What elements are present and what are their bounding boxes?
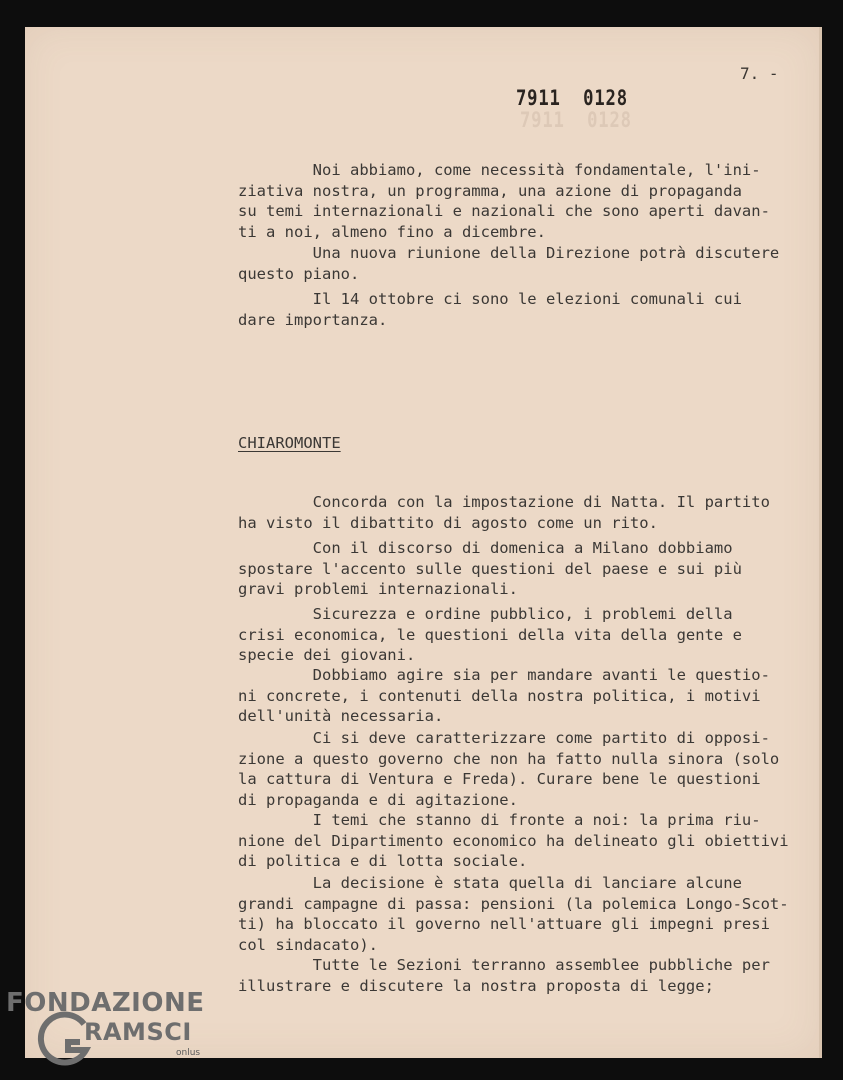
section-paragraph-4: Dobbiamo agire sia per mandare avanti le questio- ni concrete, i contenuti della nostra politica, i motivi dell'unità necessaria. — [238, 666, 770, 725]
page-number: 7. - — [740, 64, 779, 83]
paragraph-2: Una nuova riunione della Direzione potrà discutere questo piano. — [238, 244, 780, 283]
archive-stamp — [516, 86, 628, 110]
section-paragraph-6: I temi che stanno di fronte a noi: la prima riu- nione del Dipartimento economico ha delineato gli obiettivi di politica e di lotta sociale. — [238, 811, 789, 870]
logo-suffix: onlus — [176, 1048, 201, 1058]
section-paragraph-2: Con il discorso di domenica a Milano dobbiamo spostare l'accento sulle questioni del paese e sui più gravi problemi internazionali. — [238, 539, 742, 598]
section-paragraph-5: Ci si deve caratterizzare come partito di opposi- zione a questo governo che non ha fatto nulla sinora (solo la cattura di Ventura e Freda). Curare bene le questioni di propaganda e di agitazione. — [238, 729, 780, 809]
section-heading: CHIAROMONTE — [238, 434, 341, 452]
section-paragraph-1: Concorda con la impostazione di Natta. Il partito ha visto il dibattito di agosto come un rito. — [238, 493, 770, 532]
stamp-gap — [561, 86, 583, 110]
stamp-code-a: 7911 — [516, 86, 561, 110]
stamp-code-b: 0128 — [583, 86, 628, 110]
stamp-bleed-through: 7911 0128 — [520, 108, 632, 132]
paragraph-3: Il 14 ottobre ci sono le elezioni comunali cui dare importanza. — [238, 290, 742, 329]
section-paragraph-7: La decisione è stata quella di lanciare alcune grandi campagne di passa: pensioni (la polemica Longo-Scot- ti) ha bloccato il governo nell'attuare gli impegni presi col sindacato). — [238, 874, 789, 954]
section-paragraph-3: Sicurezza e ordine pubblico, i problemi della crisi economica, le questioni della vita della gente e specie dei giovani. — [238, 605, 742, 664]
page-edge — [819, 27, 822, 1058]
paragraph-1: Noi abbiamo, come necessità fondamentale, l'ini- ziativa nostra, un programma, una azione di propaganda su temi internazionali e nazionali che sono aperti davan- ti a noi, almeno fino a dicembre. — [238, 161, 770, 241]
logo-line-2: RAMSCI — [84, 1018, 192, 1046]
logo-line-1: FONDAZIONE — [6, 988, 205, 1018]
section-paragraph-8: Tutte le Sezioni terranno assemblee pubbliche per illustrare e discutere la nostra proposta di legge; — [238, 956, 770, 995]
fondazione-gramsci-logo — [6, 988, 216, 1078]
